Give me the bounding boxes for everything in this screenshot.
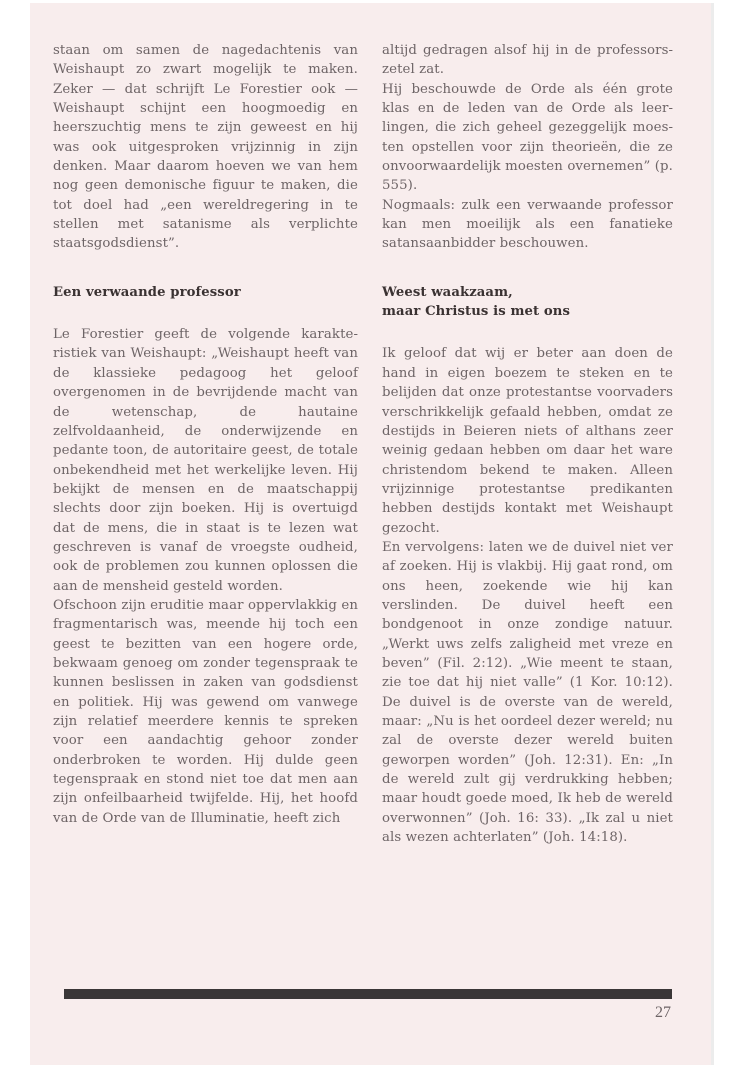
footer-rule	[64, 989, 672, 999]
paragraph: Hij beschouwde de Orde als één grote klas en de leden van de Orde als leerlingen, die zich geheel gezeggelijk moesten opstellen voor zijn theorieën, die ze onvoorwaardelijk moesten overnemen” (p. 555).	[382, 81, 673, 194]
paragraph: En vervolgens: laten we de duivel niet ver af zoeken. Hij is vlakbij. Hij gaat rond, om ons heen, zoekende wie hij kan verslinden. De duivel heeft een bondgenoot in onze zondige natuur. „Werkt uws zelfs zaligheid met vreze en beven” (Fil. 2:12). „Wie meent te staan, zie toe dat hij niet valle” (1 Kor. 10:12). De duivel is de overste van de wereld, maar: „Nu is het oordeel dezer wereld; nu zal de overste dezer wereld buiten geworpen worden” (Joh. 12:31). En: „In de wereld zult gij verdrukking hebben; maar houdt goede moed, Ik heb de wereld overwonnen” (Joh. 16: 33). „Ik zal u niet als wezen achterlaten” (Joh. 14:18).	[382, 539, 673, 846]
paragraph: Ik geloof dat wij er beter aan doen de hand in eigen boezem te steken en te belijden dat onze protestantse voorvaders verschrikkelijk gefaald hebben, omdat ze destijds in Beieren niets of althans zeer weinig gedaan hebben om daar het ware christendom bekend te maken. Alleen vrijzinnige protestantse predikanten hebben destijds kontakt met Weishaupt gezocht.	[382, 346, 673, 536]
paragraph: Le Forestier geeft de volgende karakteristiek van Weishaupt: „Weishaupt heeft van de klassieke pedagoog het geloof overgenomen in de bevrijdende macht van de wetenschap, de hautaine zelfvoldaanheid, de onderwijzende en pedante toon, de autoritaire geest, de totale onbekendheid met het werkelijke leven. Hij bekijkt de mensen en de maatschappij slechts door zijn boeken. Hij is overtuigd dat de mens, die in staat is te lezen wat geschreven is vanaf de vroegste oudheid, ook de problemen zou kunnen oplossen die aan de mensheid gesteld worden.	[53, 327, 358, 594]
book-page	[30, 3, 714, 1065]
left-column	[53, 41, 358, 828]
spacer	[382, 254, 673, 283]
section-heading: Een verwaande professor	[53, 284, 241, 300]
section-heading	[382, 283, 673, 322]
paragraph: Nogmaals: zulk een verwaande professor kan men moeilijk als een fanatieke satansaanbidder beschouwen.	[382, 197, 673, 252]
spacer	[53, 302, 358, 325]
paragraph: altijd gedragen alsof hij in de professorszetel zat.	[382, 43, 673, 78]
spacer	[53, 254, 358, 283]
spacer	[382, 321, 673, 344]
section-heading-line-1: Weest waakzaam,	[382, 284, 513, 300]
paragraph: Ofschoon zijn eruditie maar oppervlakkig en fragmentarisch was, meende hij toch een geest te bezitten van een hogere orde, bekwaam genoeg om zonder tegenspraak te kunnen beslissen in zaken van godsdienst en politiek. Hij was gewend om vanwege zijn relatief meerdere kennis te spreken voor een aandachtig gehoor zonder onderbroken te worden. Hij dulde geen tegenspraak en stond niet toe dat men aan zijn onfeilbaarheid twijfelde. Hij, het hoofd van de Orde van de Illuminatie, heeft zich	[53, 597, 358, 826]
paragraph: staan om samen de nagedachtenis van Weishaupt zo zwart mogelijk te maken. Zeker — dat schrijft Le Forestier ook — Weishaupt schijnt een hoogmoedig en heerszuchtig mens te zijn geweest en hij was ook uitgesproken vrijzinnig in zijn denken. Maar daarom hoeven we van hem nog geen demonische figuur te maken, die tot doel had „een wereldregering in te stellen met satanisme als verplichte staatsgodsdienst”.	[53, 43, 358, 252]
section-heading-line-2: maar Christus is met ons	[382, 304, 571, 320]
page-number: 27	[655, 1004, 671, 1021]
right-column	[382, 41, 673, 847]
